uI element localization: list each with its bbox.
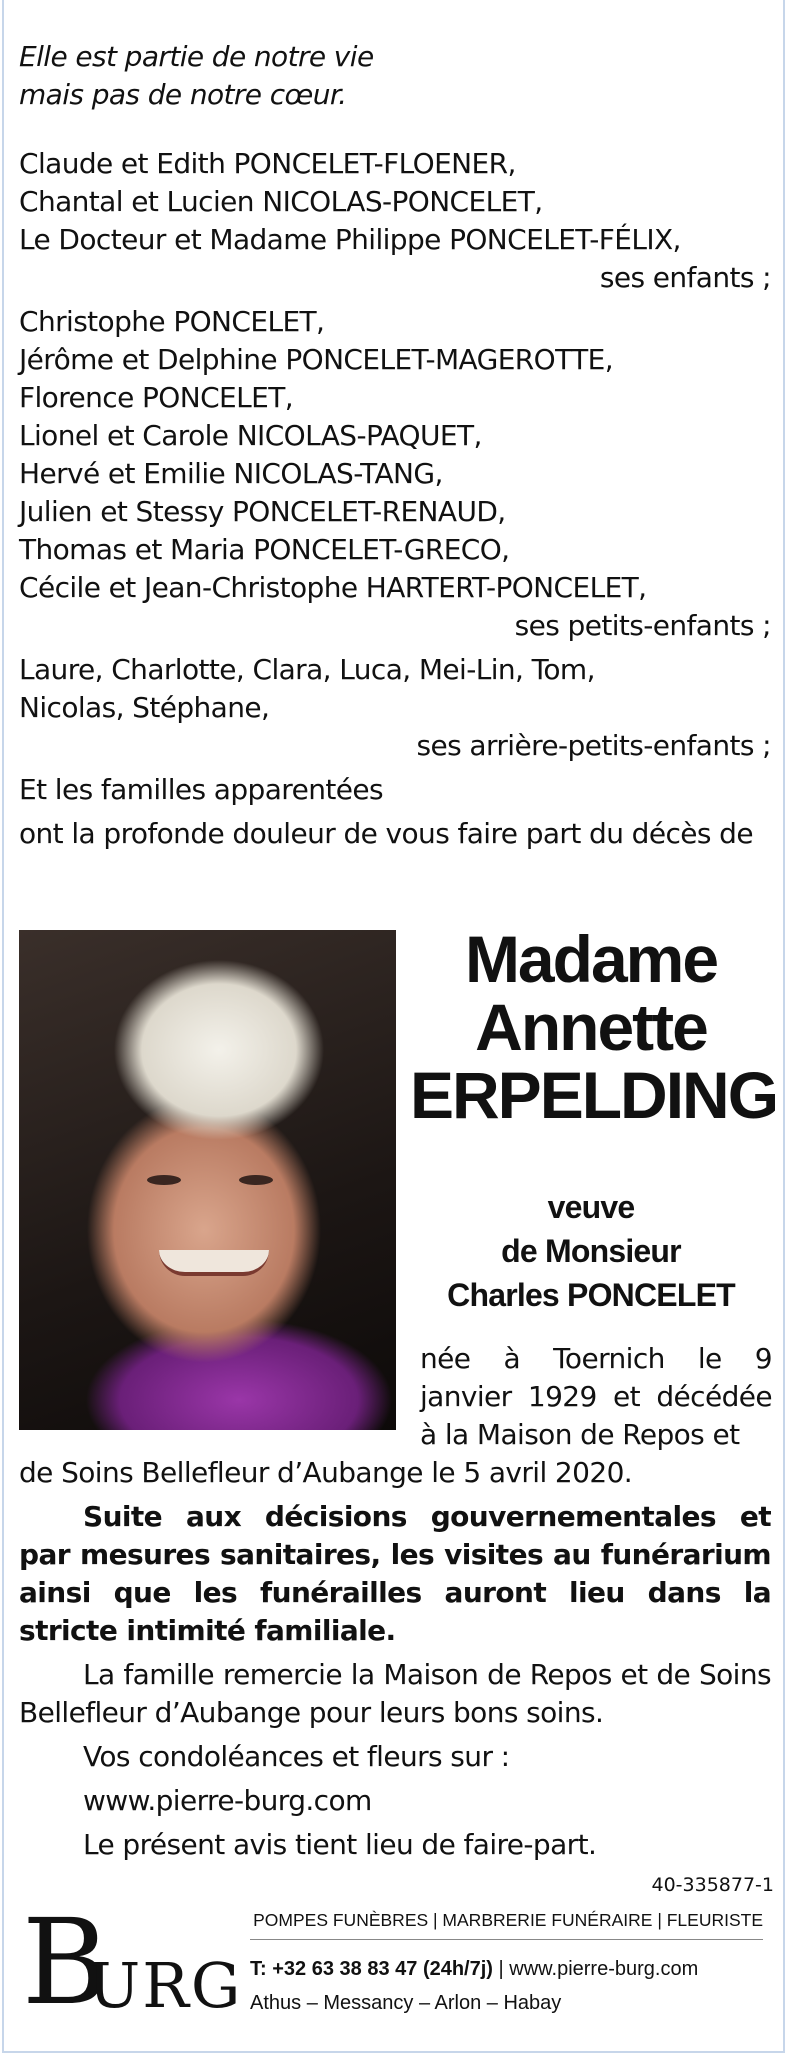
faire-part-notice: Le présent avis tient lieu de faire-part.	[83, 1828, 597, 1861]
epigraph	[19, 38, 771, 114]
name-line: ERPELDING	[410, 1058, 778, 1132]
photo-eye	[239, 1175, 273, 1185]
grandchild-name: Florence PONCELET,	[19, 381, 294, 414]
name-line: Annette	[475, 990, 707, 1064]
child-name: Chantal et Lucien NICOLAS-PONCELET,	[19, 185, 543, 218]
photo-eye	[147, 1175, 181, 1185]
reference-number: 40-335877-1	[651, 1874, 774, 1896]
birth-death-text: née à Toernich le 9 janvier 1929 et décédée à la Maison de Repos et	[420, 1342, 772, 1451]
funeral-home-services: POMPES FUNÈBRES | MARBRERIE FUNÉRAIRE | FLEURISTE	[250, 1910, 763, 1940]
child-name: Claude et Edith PONCELET-FLOENER,	[19, 147, 516, 180]
thanks: La famille remercie la Maison de Repos et de Soins Bellefleur d’Aubange pour leurs bons soins.	[19, 1658, 771, 1729]
burg-logo-text: URG	[88, 1949, 243, 2022]
grandchild-name: Cécile et Jean-Christophe HARTERT-PONCELET,	[19, 571, 647, 604]
deceased-name	[410, 922, 778, 1132]
condolence-website[interactable]: www.pierre-burg.com	[83, 1784, 372, 1817]
name-line: Madame	[464, 922, 718, 996]
birth-death-text-cont: de Soins Bellefleur d’Aubange le 5 avril 2020.	[19, 1456, 633, 1489]
widow-of	[410, 1185, 772, 1317]
child-name: Le Docteur et Madame Philippe PONCELET-FÉLIX,	[19, 223, 681, 256]
great-grandchild-names: Nicolas, Stéphane,	[19, 691, 270, 724]
condolences: Vos condoléances et fleurs sur :	[83, 1740, 510, 1773]
funeral-home-locations: Athus – Messancy – Arlon – Habay	[250, 1992, 562, 2014]
phone-hours: (24h/7j)	[422, 1958, 493, 1980]
closing-text	[19, 1454, 771, 1864]
widow-line: de Monsieur	[501, 1233, 681, 1269]
covid-notice: Suite aux décisions gouvernementales et par mesures sanitaires, les visites au funérarium ainsi que les funérailles auront lieu dans la stricte intimité familiale.	[19, 1500, 771, 1647]
funeral-home-website[interactable]: www.pierre-burg.com	[509, 1958, 699, 1980]
phone-label: T:	[250, 1958, 267, 1980]
grandchild-name: Hervé et Emilie NICOLAS-TANG,	[19, 457, 443, 490]
grandchild-name: Julien et Stessy PONCELET-RENAUD,	[19, 495, 506, 528]
widow-line: veuve	[547, 1189, 635, 1225]
children-role: ses enfants ;	[599, 261, 771, 294]
burg-logo-initial: B	[22, 1893, 109, 2031]
grandchild-name: Christophe PONCELET,	[19, 305, 325, 338]
grandchild-name: Thomas et Maria PONCELET-GRECO,	[19, 533, 510, 566]
epigraph-line: Elle est partie de notre vie	[19, 40, 374, 73]
families-line: Et les familles apparentées	[19, 773, 383, 806]
photo-smile	[159, 1250, 269, 1276]
announcement: ont la profonde douleur de vous faire part du décès de	[19, 817, 753, 850]
great-grandchildren-role: ses arrière-petits-enfants ;	[416, 729, 771, 762]
great-grandchild-names: Laure, Charlotte, Clara, Luca, Mei-Lin, Tom,	[19, 653, 595, 686]
grandchild-name: Jérôme et Delphine PONCELET-MAGEROTTE,	[19, 343, 614, 376]
phone-number[interactable]: +32 63 38 83 47	[272, 1958, 418, 1980]
widow-line: Charles PONCELET	[447, 1277, 735, 1313]
family-list	[19, 145, 771, 853]
contact-separator: |	[498, 1958, 504, 1980]
grandchildren-role: ses petits-enfants ;	[514, 609, 771, 642]
epigraph-line: mais pas de notre cœur.	[19, 78, 347, 111]
grandchild-name: Lionel et Carole NICOLAS-PAQUET,	[19, 419, 482, 452]
portrait-photo	[19, 930, 396, 1430]
funeral-home-contact	[250, 1958, 763, 1981]
